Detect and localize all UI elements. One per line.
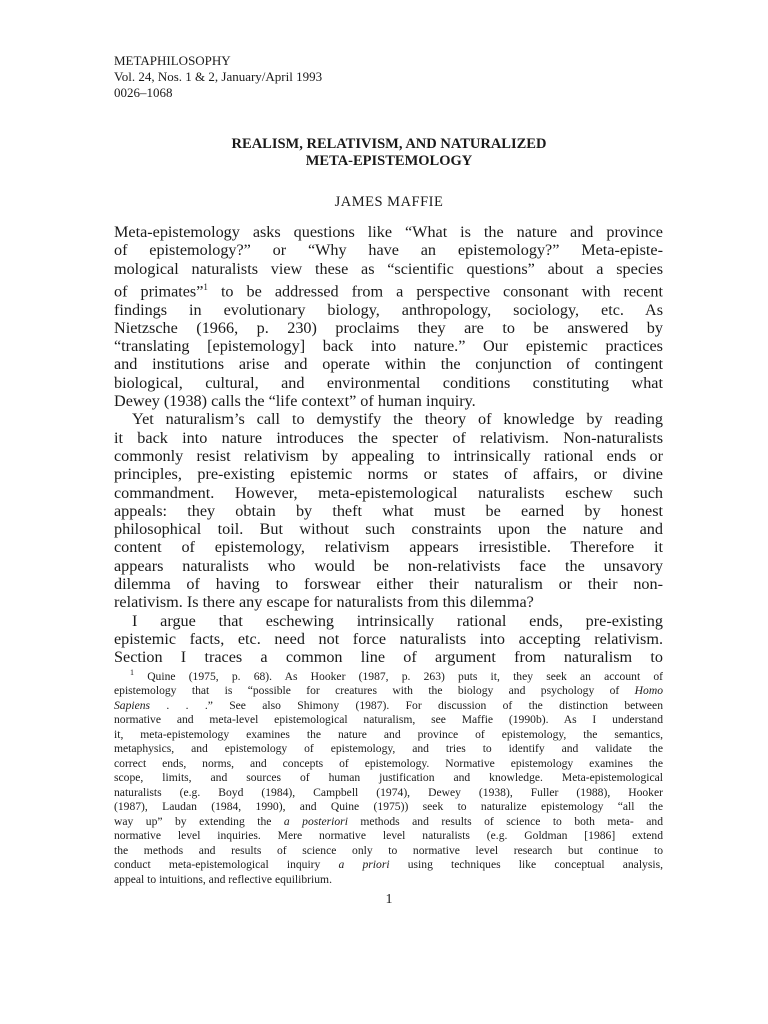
- text-line: Meta-epistemology asks questions like “What is the nature and province: [114, 223, 663, 241]
- body-text: [114, 223, 663, 667]
- text-line: of epistemology?” or “Why have an epistemology?” Meta-episte-: [114, 241, 663, 260]
- paragraph-2: [114, 410, 663, 611]
- text-line: commonly resist relativism by appealing to intrinsically rational ends or: [114, 446, 663, 465]
- text-fragment: epistemology that is “possible for creatures with the biology and psychology of: [114, 684, 620, 698]
- italic-term: a priori: [338, 858, 390, 872]
- text-fragment: to be addressed from a perspective consonant with recent: [220, 282, 663, 301]
- footnote-line: normative and meta-level epistemological naturalism, see Maffie (1990b). As I understand: [114, 713, 663, 727]
- italic-term: Homo: [634, 684, 663, 698]
- footnote-line: [114, 858, 663, 873]
- text-fragment: . . .” See also Shimony (1987). For discussion of the distinction between: [166, 698, 663, 712]
- text-line: appeals: they obtain by theft what must be earned by honest: [114, 501, 663, 520]
- text-fragment: Quine (1975, p. 68). As Hooker (1987, p. 263) puts it, they seek an account of: [147, 669, 663, 683]
- footnote-line: [114, 699, 663, 714]
- journal-volume: Vol. 24, Nos. 1 & 2, January/April 1993: [114, 69, 323, 84]
- text-line: relativism. Is there any escape for naturalists from this dilemma?: [114, 593, 534, 612]
- footnote-line: [114, 666, 663, 684]
- text-line: Yet naturalism’s call to demystify the theory of knowledge by reading: [132, 410, 663, 429]
- text-line: Nietzsche (1966, p. 230) proclaims they are to be answered by: [114, 318, 663, 337]
- text-fragment: methods and results of science to both meta- and: [360, 814, 664, 828]
- footnote-line: [114, 815, 663, 830]
- text-line: [114, 278, 663, 301]
- text-line: I argue that eschewing intrinsically rational ends, pre-existing: [132, 611, 663, 630]
- italic-term: a posteriori: [283, 814, 348, 828]
- italic-term: Sapiens: [114, 698, 151, 712]
- text-line: biological, cultural, and environmental conditions constituting what: [114, 373, 663, 392]
- text-line: mological naturalists view these as “scientific questions” about a species: [114, 259, 663, 278]
- text-line: Dewey (1938) calls the “life context” of human inquiry.: [114, 392, 476, 411]
- footnote-marker: 1: [130, 668, 134, 677]
- text-line: findings in evolutionary biology, anthropology, sociology, etc. As: [114, 300, 663, 319]
- footnote-line: normative level inquiries. Mere normative level naturalists (e.g. Goldman [1986] extend: [114, 829, 663, 843]
- footnote-line: appeal to intuitions, and reflective equilibrium.: [114, 872, 332, 886]
- footnote-line: [114, 684, 663, 699]
- text-fragment: of primates”: [114, 282, 204, 301]
- paragraph-1: [114, 223, 663, 410]
- text-line: appears naturalists who would be non-relativists face the unsavory: [114, 556, 663, 575]
- footnote-line: metaphysics, and epistemology of epistemology, and tries to identify and validate the: [114, 742, 663, 756]
- text-fragment: conduct meta-epistemological inquiry: [114, 858, 321, 872]
- journal-name: METAPHILOSOPHY: [114, 53, 231, 68]
- footnote: [114, 666, 663, 887]
- footnote-marker[interactable]: 1: [203, 281, 208, 292]
- footnote-line: (1987), Laudan (1984, 1990), and Quine (1975)) seek to naturalize epistemology “all the: [114, 800, 663, 814]
- text-line: epistemic facts, etc. need not force naturalists into accepting relativism.: [114, 629, 663, 648]
- text-line: principles, pre-existing epistemic norms or states of affairs, or divine: [114, 465, 663, 484]
- text-line: and institutions arise and operate within the conjunction of contingent: [114, 355, 663, 374]
- journal-header: [114, 53, 322, 101]
- title-line-2: META-EPISTEMOLOGY: [305, 153, 473, 169]
- footnote-paragraph: [114, 666, 663, 887]
- text-line: content of epistemology, relativism appears irresistible. Therefore it: [114, 538, 663, 557]
- footnote-line: scope, limits, and sources of human justification and knowledge. Meta-epistemological: [114, 771, 663, 785]
- text-line: Section I traces a common line of argument from naturalism to: [114, 648, 663, 667]
- paragraph-3: [114, 612, 663, 667]
- footnote-line: it, meta-epistemology examines the nature and province of epistemology, the semantics,: [114, 727, 663, 741]
- title-line-1: REALISM, RELATIVISM, AND NATURALIZED: [231, 136, 547, 152]
- footnote-line: correct ends, norms, and concepts of epistemology. Normative epistemology examines the: [114, 756, 663, 770]
- text-line: it back into nature introduces the specter of relativism. Non-naturalists: [114, 428, 663, 447]
- text-line: philosophical toil. But without such constraints upon the nature and: [114, 520, 663, 539]
- text-line: “translating [epistemology] back into nature.” Our epistemic practices: [114, 337, 663, 356]
- text-fragment: way up” by extending the: [114, 814, 272, 828]
- footnote-line: the methods and results of science only to normative level research but continue to: [114, 843, 663, 857]
- journal-issn: 0026–1068: [114, 85, 173, 100]
- footnote-line: naturalists (e.g. Boyd (1984), Campbell (1974), Dewey (1938), Fuller (1988), Hooker: [114, 785, 663, 799]
- text-line: dilemma of having to forswear either their naturalism or their non-: [114, 575, 663, 594]
- text-line: commandment. However, meta-epistemological naturalists eschew such: [114, 483, 663, 502]
- text-fragment: using techniques like conceptual analysis,: [407, 858, 663, 872]
- page-number: 1: [385, 892, 393, 907]
- article-title: [114, 136, 664, 170]
- author-name: JAMES MAFFIE: [334, 194, 444, 210]
